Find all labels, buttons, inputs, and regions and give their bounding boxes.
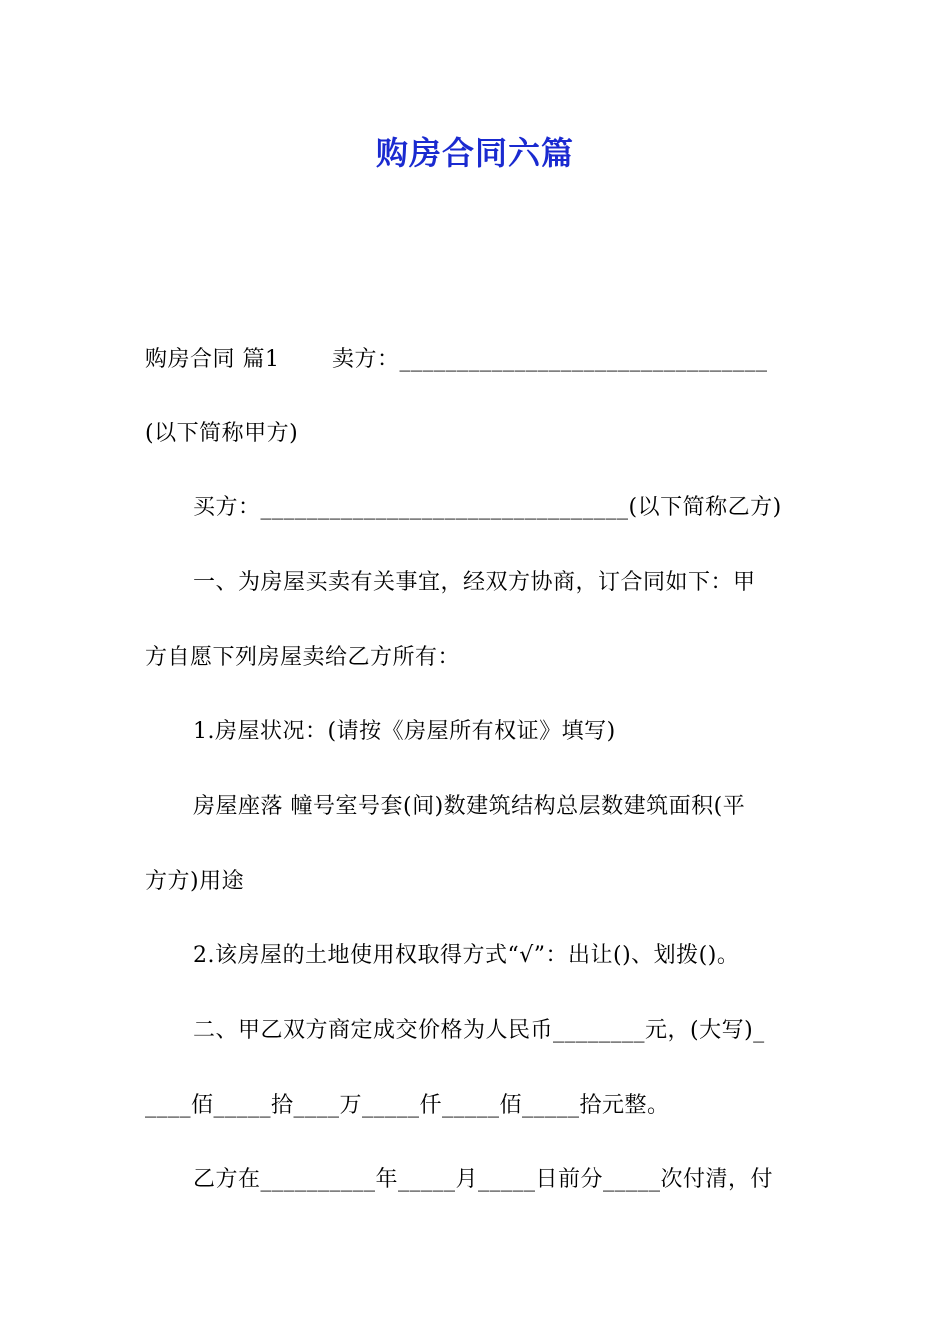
paragraph-line-11: ____佰_____拾____万_____仟_____佰_____拾元整。 bbox=[145, 1093, 670, 1118]
paragraph-line-1: 购房合同 篇1 卖方：________________________________ bbox=[145, 347, 768, 372]
paragraph-line-10: 二、甲乙双方商定成交价格为人民币________元，(大写)_ bbox=[193, 1018, 765, 1043]
paragraph-line-3: 买方：________________________________(以下简称乙方) bbox=[193, 495, 782, 520]
paragraph-line-7: 房屋座落 幢号室号套(间)数建筑结构总层数建筑面积(平 bbox=[193, 794, 746, 819]
paragraph-line-9: 2.该房屋的土地使用权取得方式“√”：出让()、划拨()。 bbox=[193, 943, 740, 968]
paragraph-line-6: 1.房屋状况：(请按《房屋所有权证》填写) bbox=[193, 719, 616, 744]
paragraph-line-2: (以下简称甲方) bbox=[145, 421, 299, 446]
paragraph-line-4: 一、为房屋买卖有关事宜，经双方协商，订合同如下：甲 bbox=[193, 570, 756, 595]
document-title: 购房合同六篇 bbox=[375, 134, 574, 172]
paragraph-line-12: 乙方在__________年_____月_____日前分_____次付清，付 bbox=[193, 1167, 774, 1192]
paragraph-line-5: 方自愿下列房屋卖给乙方所有： bbox=[145, 645, 461, 670]
paragraph-line-8: 方方)用途 bbox=[145, 869, 245, 894]
